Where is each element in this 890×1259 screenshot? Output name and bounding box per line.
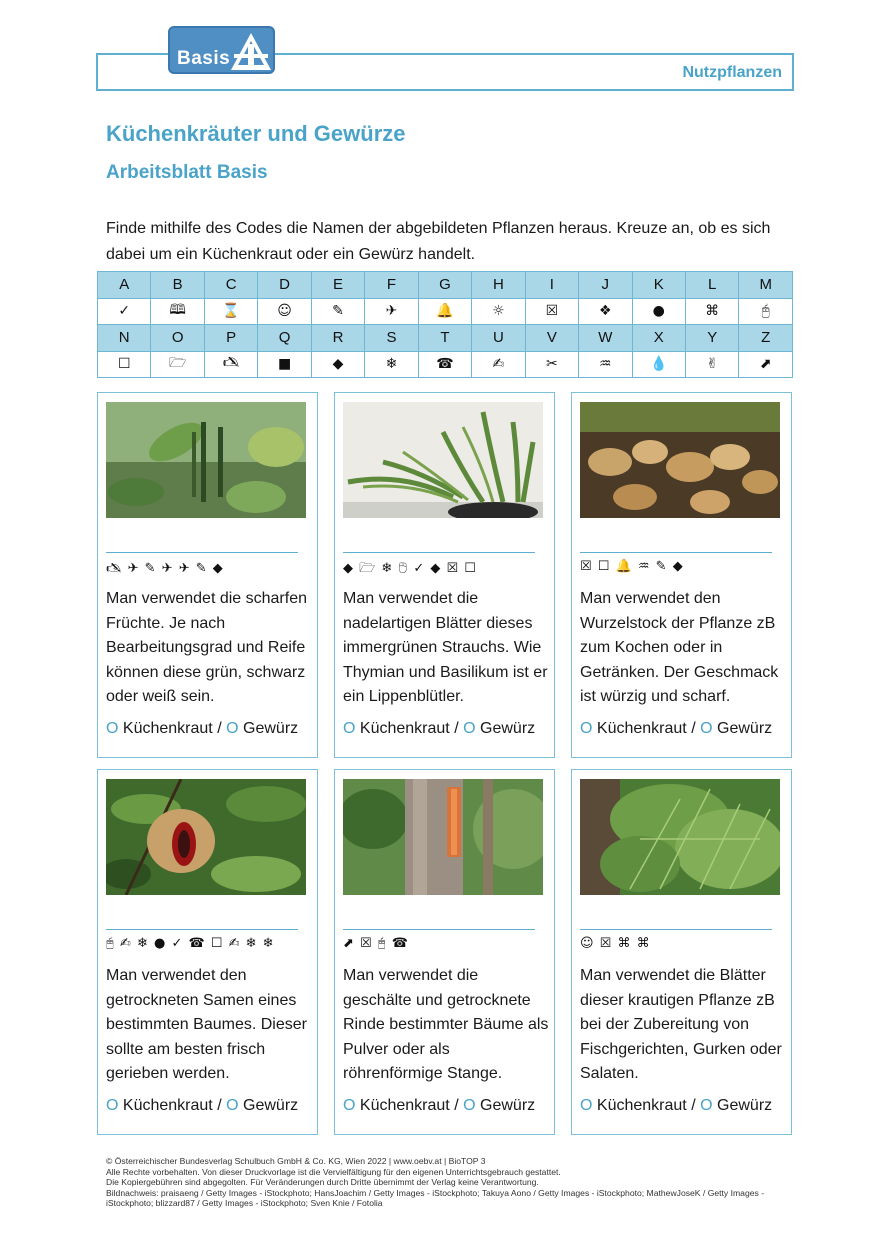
code-letter: V	[525, 325, 578, 352]
page-title: Küchenkräuter und Gewürze	[106, 121, 406, 146]
code-letter: X	[632, 325, 685, 352]
choice-separator: /	[454, 720, 459, 737]
encoded-word: 🖰 ✍ ❄ ● ✓ ☎ ☐ ✍ ❄ ❄	[106, 936, 275, 951]
section-title: Nutzpflanzen	[682, 64, 782, 81]
code-symbol: 🕮	[151, 298, 204, 325]
plant-description: Man verwendet die Blätter dieser krautigen Pflanze zB bei der Zubereitung von Fischgerichten, Gurken oder Salaten.	[580, 967, 782, 1083]
choice-separator: /	[454, 1097, 459, 1114]
spice-checkbox[interactable]: O	[463, 720, 476, 737]
plant-description: Man verwendet den getrockneten Samen eines bestimmten Baumes. Dieser sollte am besten frisch gerieben werden.	[106, 967, 307, 1083]
footer-rights: Alle Rechte vorbehalten. Von dieser Druckvorlage ist die Vervielfältigung für den eigenen Unterrichtsgebrauch gestattet.	[106, 1166, 561, 1177]
code-symbol: 🖎	[204, 351, 257, 378]
code-letter: P	[204, 325, 257, 352]
code-symbol: ❖	[579, 298, 632, 325]
herb-checkbox[interactable]: O	[106, 720, 119, 737]
page-subtitle: Arbeitsblatt Basis	[106, 162, 268, 183]
spice-label: Gewürz	[717, 720, 773, 737]
basis-logo	[168, 26, 275, 74]
plant-card-3	[571, 392, 792, 758]
cinnamon-bark-photo	[343, 779, 543, 895]
code-row-symbols-n-z	[98, 351, 793, 378]
code-symbol: ☼	[472, 298, 525, 325]
herb-checkbox[interactable]: O	[343, 720, 356, 737]
code-letter: Q	[258, 325, 311, 352]
encoded-word: ☺ ☒ ⌘ ⌘	[580, 936, 651, 951]
herb-checkbox[interactable]: O	[580, 1097, 593, 1114]
code-row-letters-n-z	[98, 325, 793, 352]
code-symbol: ◆	[311, 351, 364, 378]
code-letter: E	[311, 272, 364, 299]
encoded-word: ◆ 🗁 ❄ 🖰 ✓ ◆ ☒ ☐	[343, 561, 477, 576]
code-letter: M	[739, 272, 793, 299]
plant-card-2	[334, 392, 555, 758]
code-symbol: ☒	[525, 298, 578, 325]
triangle-logo-icon	[228, 30, 274, 72]
code-symbol: 🗁	[151, 351, 204, 378]
herb-checkbox[interactable]: O	[580, 720, 593, 737]
choice-row	[580, 1097, 772, 1115]
code-symbol: ✓	[98, 298, 151, 325]
code-symbol: 💧	[632, 351, 685, 378]
herb-label: Küchenkraut	[122, 1097, 213, 1114]
choice-row	[343, 720, 535, 738]
card-rule	[343, 929, 535, 930]
code-letter: G	[418, 272, 471, 299]
ginger-root-photo	[580, 402, 780, 518]
dill-photo	[580, 779, 780, 895]
plant-description: Man verwendet die nadelartigen Blätter dieses immergrünen Strauchs. Wie Thymian und Basilikum ist er ein Lippenblütler.	[343, 590, 548, 706]
card-rule	[106, 552, 298, 553]
plant-card-4	[97, 769, 318, 1135]
code-letter: F	[365, 272, 418, 299]
choice-separator: /	[217, 720, 222, 737]
encoded-word: ⬈ ☒ 🖰 ☎	[343, 936, 409, 951]
code-letter: C	[204, 272, 257, 299]
footer	[106, 1156, 786, 1209]
code-letter: R	[311, 325, 364, 352]
code-symbol: ✍	[472, 351, 525, 378]
code-letter: U	[472, 325, 525, 352]
code-letter: L	[685, 272, 738, 299]
code-letter: N	[98, 325, 151, 352]
code-letter: J	[579, 272, 632, 299]
code-symbol: ☎	[418, 351, 471, 378]
nutmeg-fruit-photo	[106, 779, 306, 895]
code-letter: K	[632, 272, 685, 299]
spice-label: Gewürz	[480, 1097, 536, 1114]
code-letter: H	[472, 272, 525, 299]
choice-separator: /	[217, 1097, 222, 1114]
rosemary-photo	[343, 402, 543, 518]
choice-row	[580, 720, 772, 738]
spice-label: Gewürz	[243, 1097, 299, 1114]
code-symbol: ⬈	[739, 351, 793, 378]
plant-description: Man verwendet den Wurzelstock der Pflanze zB zum Kochen oder in Getränken. Der Geschmack ist würzig und scharf.	[580, 590, 779, 706]
footer-credits: Bildnachweis: praisaeng / Getty Images - iStockphoto; HansJoachim / Getty Images - iStockphoto; Takuya Aono / Getty Images - iStockphoto; MathewJoseK / Getty Images - iStockphoto; blizzard87 / Getty Images - iStockphoto; Sven Knie / Fotolia	[106, 1187, 765, 1209]
card-rule	[343, 552, 535, 553]
code-symbol: ■	[258, 351, 311, 378]
card-rule	[106, 929, 298, 930]
spice-checkbox[interactable]: O	[700, 1097, 713, 1114]
code-symbol: 🖰	[739, 298, 793, 325]
code-symbol: ✂	[525, 351, 578, 378]
spice-label: Gewürz	[243, 720, 299, 737]
code-letter: D	[258, 272, 311, 299]
choice-separator: /	[691, 720, 696, 737]
code-letter: W	[579, 325, 632, 352]
herb-label: Küchenkraut	[596, 1097, 687, 1114]
code-table	[97, 271, 793, 378]
spice-checkbox[interactable]: O	[226, 720, 239, 737]
code-row-symbols-a-m	[98, 298, 793, 325]
choice-row	[343, 1097, 535, 1115]
code-symbol: ⌘	[685, 298, 738, 325]
herb-label: Küchenkraut	[596, 720, 687, 737]
code-symbol: 🔔	[418, 298, 471, 325]
code-symbol: ❄	[365, 351, 418, 378]
footer-fees: Die Kopiergebühren sind abgegolten. Für Veränderungen durch Dritte übernimmt der Verlag keine Verantwortung.	[106, 1177, 539, 1188]
code-symbol: ☺	[258, 298, 311, 325]
encoded-word: ☒ ☐ 🔔 ♒ ✎ ◆	[580, 559, 684, 574]
code-symbol: ⌛	[204, 298, 257, 325]
code-letter: Y	[685, 325, 738, 352]
spice-checkbox[interactable]: O	[226, 1097, 239, 1114]
code-letter: I	[525, 272, 578, 299]
card-rule	[580, 929, 772, 930]
herb-checkbox[interactable]: O	[343, 1097, 356, 1114]
code-letter: B	[151, 272, 204, 299]
plant-description: Man verwendet die scharfen Früchte. Je nach Bearbeitungsgrad und Reife können diese grün, schwarz oder weiß sein.	[106, 590, 307, 706]
code-symbol: ☐	[98, 351, 151, 378]
spice-checkbox[interactable]: O	[463, 1097, 476, 1114]
code-letter: O	[151, 325, 204, 352]
logo-text: Basis	[177, 48, 231, 69]
choice-row	[106, 1097, 298, 1115]
plant-card-5	[334, 769, 555, 1135]
code-letter: A	[98, 272, 151, 299]
herb-checkbox[interactable]: O	[106, 1097, 119, 1114]
herb-label: Küchenkraut	[359, 1097, 450, 1114]
card-rule	[580, 552, 772, 553]
code-symbol: ●	[632, 298, 685, 325]
footer-copyright: © Österreichischer Bundesverlag Schulbuch GmbH & Co. KG, Wien 2022 | www.oebv.at | BioTOP 3	[106, 1156, 486, 1166]
encoded-word: 🖎 ✈ ✎ ✈ ✈ ✎ ◆	[106, 561, 224, 576]
herb-label: Küchenkraut	[359, 720, 450, 737]
code-symbol: ✌	[685, 351, 738, 378]
code-letter: Z	[739, 325, 793, 352]
code-row-letters-a-m	[98, 272, 793, 299]
code-letter: S	[365, 325, 418, 352]
plant-description: Man verwendet die geschälte und getrocknete Rinde bestimmter Bäume als Pulver oder als röhrenförmige Stange.	[343, 967, 549, 1083]
plant-card-6	[571, 769, 792, 1135]
spice-label: Gewürz	[480, 720, 536, 737]
spice-checkbox[interactable]: O	[700, 720, 713, 737]
pepper-plant-photo	[106, 402, 306, 518]
instructions: Finde mithilfe des Codes die Namen der abgebildeten Pflanzen heraus. Kreuze an, ob es sich dabei um ein Küchenkraut oder ein Gewürz handelt.	[106, 220, 771, 263]
code-letter: T	[418, 325, 471, 352]
code-symbol: ♒	[579, 351, 632, 378]
choice-separator: /	[691, 1097, 696, 1114]
spice-label: Gewürz	[717, 1097, 773, 1114]
code-symbol: ✎	[311, 298, 364, 325]
choice-row	[106, 720, 298, 738]
herb-label: Küchenkraut	[122, 720, 213, 737]
code-symbol: ✈	[365, 298, 418, 325]
plant-card-1	[97, 392, 318, 758]
